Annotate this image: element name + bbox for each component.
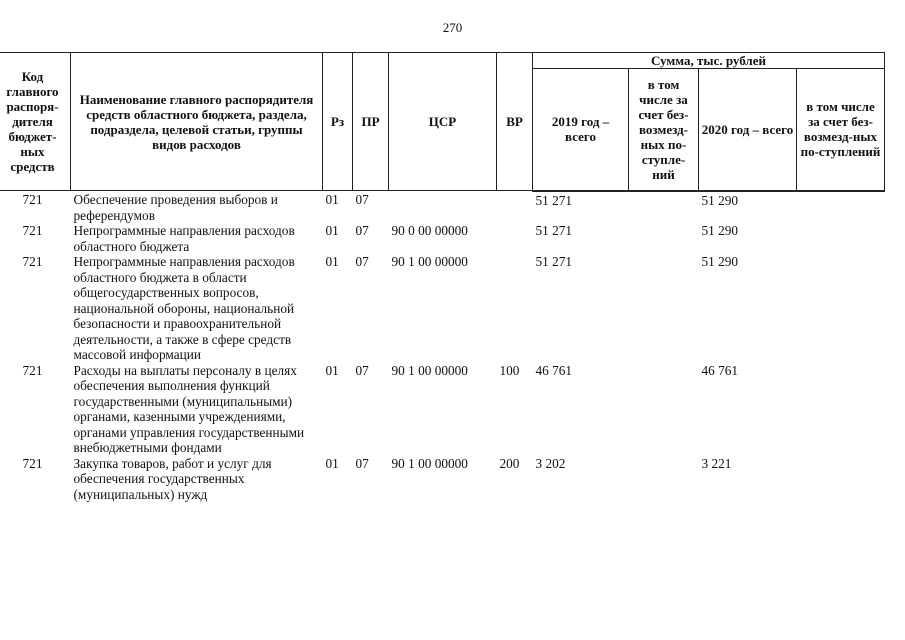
name-cell: Обеспечение проведения выборов и референдумов [73,192,278,223]
csr-cell: 90 1 00 00000 [391,455,468,471]
amount-2020-cell: 3 221 [701,455,732,471]
free-2020-cell [797,363,885,456]
header-2020-total: 2020 год – всего [699,69,797,191]
amount-2019-cell: 51 271 [535,192,573,208]
header-csr: ЦСР [389,53,497,191]
table-row [0,456,885,503]
pr-cell: 07 [355,362,369,378]
free-2019-cell [629,254,699,363]
amount-2019-cell: 51 271 [535,254,573,269]
code-cell: 721 [22,362,43,378]
header-name: Наименование главного распорядителя средств областного бюджета, раздела, подраздела, целевой статьи, группы видов расходов [71,53,323,191]
vr-cell [497,223,533,254]
page-number: 270 [442,20,463,35]
budget-table [0,52,885,502]
free-2020-cell [797,254,885,363]
header-vr: ВР [497,53,533,191]
free-2020-cell [797,223,885,254]
csr-cell: 90 1 00 00000 [391,362,468,378]
amount-2019-cell: 46 761 [535,362,573,378]
rz-cell: 01 [325,362,339,378]
code-cell: 721 [22,223,43,238]
rz-cell: 01 [325,455,339,471]
pr-cell: 07 [355,254,369,269]
csr-cell [389,191,497,224]
rz-cell: 01 [325,192,339,207]
name-cell: Закупка товаров, работ и услуг для обеспечения государственных (муниципальных) нужд [73,455,272,502]
header-sum-group: Сумма, тыс. рублей [533,53,885,69]
header-pr: ПР [353,53,389,191]
amount-2020-cell: 51 290 [701,254,739,269]
pr-cell: 07 [355,223,369,238]
code-cell: 721 [22,455,43,471]
free-2019-cell [629,191,699,224]
table-row [0,254,885,363]
pr-cell: 07 [355,455,369,471]
table-row [0,363,885,456]
header-2019-free: в том числе за счет без-возмезд-ных по-ступле-ний [629,69,699,191]
amount-2020-cell: 51 290 [701,223,739,238]
free-2020-cell [797,456,885,503]
name-cell: Расходы на выплаты персоналу в целях обеспечения выполнения функций государственными (муниципальными) органами, казенными учреждениями, органами управления государственными внебюджетными фондами [73,362,305,455]
name-cell: Непрограммные направления расходов областного бюджета в области общегосударственных вопросов, национальной обороны, национальной безопасности и правоохранительной деятельности, а также в сфере средств массовой информации [73,254,295,362]
table-body [0,191,885,503]
amount-2019-cell: 3 202 [535,455,566,471]
header-2019-total: 2019 год – всего [533,69,629,191]
amount-2019-cell: 51 271 [535,223,573,238]
code-cell: 721 [22,254,43,269]
free-2020-cell [797,191,885,224]
table-row [0,191,885,224]
vr-cell [497,254,533,363]
rz-cell: 01 [325,223,339,238]
name-cell: Непрограммные направления расходов областного бюджета [73,223,295,254]
header-rz: Рз [323,53,353,191]
vr-cell: 100 [499,362,520,378]
vr-cell: 200 [499,455,520,471]
free-2019-cell [629,363,699,456]
table-row [0,223,885,254]
free-2019-cell [629,456,699,503]
amount-2020-cell: 46 761 [701,362,739,378]
pr-cell: 07 [355,192,369,207]
vr-cell [497,191,533,224]
free-2019-cell [629,223,699,254]
csr-cell: 90 0 00 00000 [391,223,468,238]
code-cell: 721 [22,192,43,207]
amount-2020-cell: 51 290 [701,192,739,208]
rz-cell: 01 [325,254,339,269]
csr-cell: 90 1 00 00000 [391,254,468,269]
header-code: Код главного распоря-дителя бюджет-ных средств [0,53,71,191]
header-2020-free: в том числе за счет без-возмезд-ных по-ступлений [797,69,885,191]
